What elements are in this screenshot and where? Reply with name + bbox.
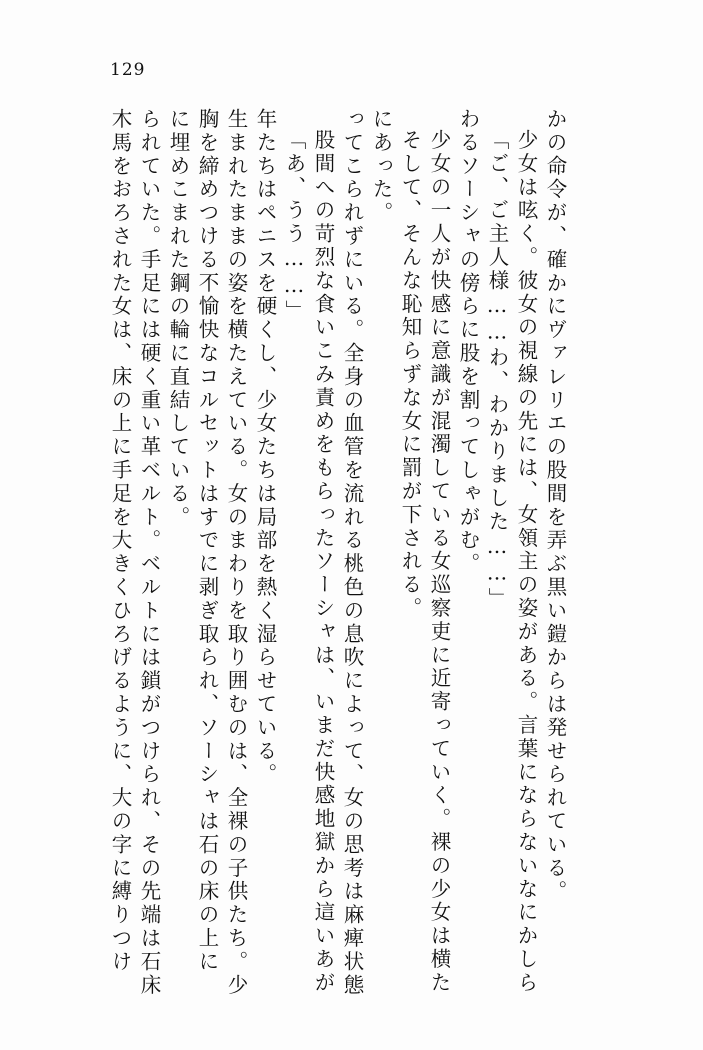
text-column: 股間への苛烈な食いこみ責めをもらったソーシャは、いまだ快感地獄から這いあが — [311, 129, 335, 995]
text-column: 少女の一人が快感に意識が混濁している女巡察吏に近寄っていく。裸の少女は横た — [427, 129, 451, 995]
text-column: 年たちはペニスを硬くし、少女たちは局部を熱く湿らせている。 — [253, 108, 277, 787]
page-number: 129 — [110, 60, 146, 80]
text-column: 木馬をおろされた女は、床の上に手足を大きくひろげるように、大の字に縛りつけ — [108, 108, 132, 974]
text-column: られていた。手足には硬く重い革ベルト。ベルトには鎖がつけられ、その先端は石床 — [137, 108, 161, 998]
text-column: 胸を締めつける不愉快なコルセットはすでに剥ぎ取られ、ソーシャは石の床の上に — [195, 108, 219, 974]
text-column: にあった。 — [369, 108, 393, 225]
text-column: ってこられずにいる。全身の血管を流れる桃色の息吹によって、女の思考は麻痺状態 — [340, 108, 364, 998]
text-column: そして、そんな恥知らずな女に罰が下される。 — [398, 129, 422, 621]
text-column: 「あ、うう……」 — [282, 129, 306, 324]
text-column: わるソーシャの傍らに股を割ってしゃがむ。 — [456, 108, 480, 576]
text-column: 「ご、ご主人様……わ、わかりました……」 — [485, 129, 509, 611]
text-column: 少女は呟く。彼女の視線の先には、女領主の姿がある。言葉にならないなにかしら — [514, 129, 538, 995]
text-column: 生まれたままの姿を横たえている。女のまわりを取り囲むのは、全裸の子供たち。少 — [224, 108, 248, 998]
vertical-text-block — [101, 108, 641, 998]
text-column: かの命令が、確かにヴァレリエの股間を弄ぶ黒い鎧からは発せられている。 — [543, 108, 567, 904]
text-column: に埋めこまれた鋼の輪に直結している。 — [166, 108, 190, 530]
